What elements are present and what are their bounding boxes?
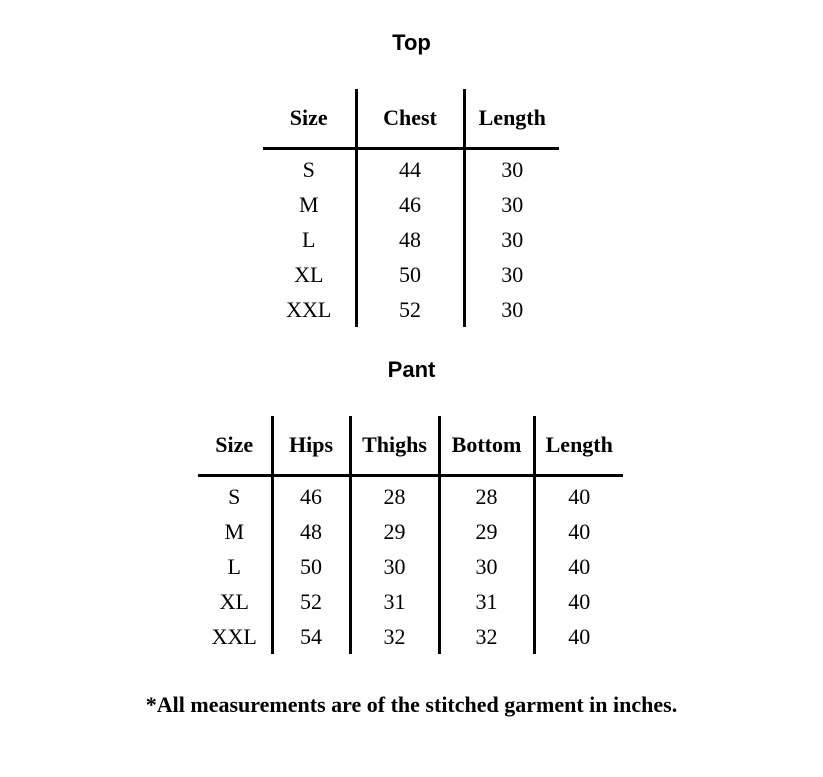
table-row [198, 619, 623, 654]
length-cell: 30 [464, 222, 559, 257]
top-header-row [263, 89, 559, 149]
top-size-table [263, 89, 559, 327]
table-row [198, 549, 623, 584]
hips-cell: 48 [272, 514, 350, 549]
table-row [263, 149, 559, 188]
hips-cell: 52 [272, 584, 350, 619]
length-cell: 40 [534, 476, 623, 515]
table-row [263, 292, 559, 327]
size-cell: M [298, 191, 319, 217]
thighs-cell: 32 [350, 619, 439, 654]
size-cell: XXL [211, 623, 257, 649]
size-cell: S [302, 156, 315, 182]
bottom-cell: 31 [439, 584, 534, 619]
thighs-cell: 28 [350, 476, 439, 515]
size-cell: XXL [286, 296, 332, 322]
top-header-size: Size [263, 89, 356, 149]
length-cell: 30 [464, 257, 559, 292]
length-cell: 30 [464, 149, 559, 188]
size-cell: XL [294, 261, 324, 287]
chest-cell: 48 [356, 222, 464, 257]
measurement-footnote: *All measurements are of the stitched garment in inches. [145, 692, 678, 717]
length-cell: 40 [534, 514, 623, 549]
table-row [198, 584, 623, 619]
size-cell: M [224, 518, 245, 544]
pant-header-hips: Hips [272, 416, 350, 476]
table-row [263, 222, 559, 257]
table-row [263, 187, 559, 222]
table-row [263, 257, 559, 292]
pant-header-thighs: Thighs [350, 416, 439, 476]
length-cell: 30 [464, 187, 559, 222]
chest-cell: 46 [356, 187, 464, 222]
pant-header-bottom: Bottom [439, 416, 534, 476]
bottom-cell: 32 [439, 619, 534, 654]
pant-header-length: Length [534, 416, 623, 476]
top-header-chest: Chest [356, 89, 464, 149]
hips-cell: 54 [272, 619, 350, 654]
table-row [198, 476, 623, 515]
hips-cell: 50 [272, 549, 350, 584]
length-cell: 40 [534, 584, 623, 619]
thighs-cell: 30 [350, 549, 439, 584]
length-cell: 40 [534, 619, 623, 654]
bottom-cell: 30 [439, 549, 534, 584]
bottom-cell: 28 [439, 476, 534, 515]
length-cell: 30 [464, 292, 559, 327]
bottom-cell: 29 [439, 514, 534, 549]
pant-size-table [198, 416, 623, 654]
thighs-cell: 29 [350, 514, 439, 549]
length-cell: 40 [534, 549, 623, 584]
size-cell: XL [219, 588, 249, 614]
chest-cell: 52 [356, 292, 464, 327]
top-header-length: Length [464, 89, 559, 149]
pant-header-size: Size [198, 416, 272, 476]
table-row [198, 514, 623, 549]
hips-cell: 46 [272, 476, 350, 515]
chest-cell: 44 [356, 149, 464, 188]
top-table-title: Top [392, 30, 431, 55]
size-cell: S [228, 483, 241, 509]
size-cell: L [302, 226, 316, 252]
pant-header-row [198, 416, 623, 476]
size-cell: L [227, 553, 241, 579]
chest-cell: 50 [356, 257, 464, 292]
pant-table-title: Pant [387, 357, 436, 382]
thighs-cell: 31 [350, 584, 439, 619]
